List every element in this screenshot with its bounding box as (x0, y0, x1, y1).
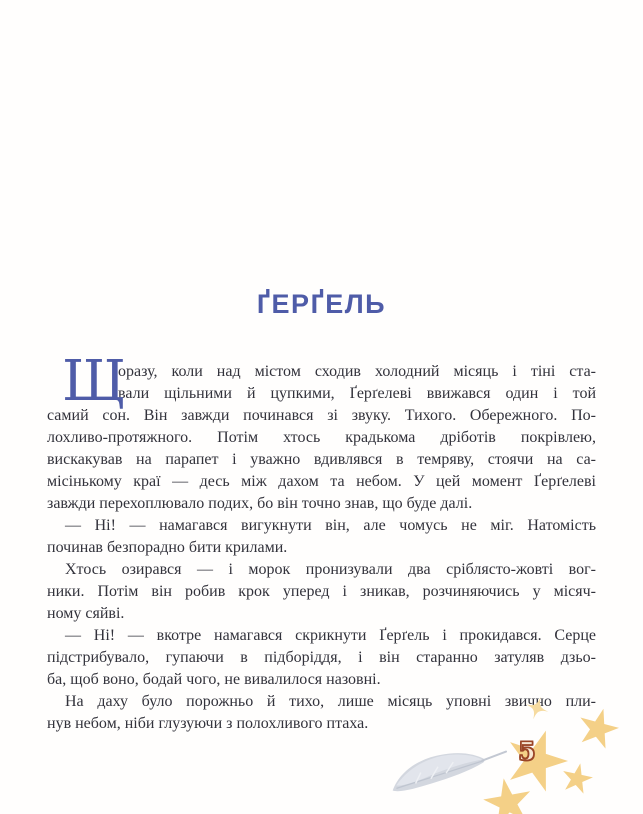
text-line: — Ні! — намагався вигукнути він, але чомусь не міг. Натомість (65, 517, 596, 534)
text-line: На даху було порожньо й тихо, лише місяць уповні звично пли- (65, 693, 596, 710)
paragraph-1 (47, 349, 596, 515)
chapter-title: ҐЕРҐЕЛЬ (256, 289, 387, 319)
text-line: — Ні! — вкотре намагався скрикнути Ґерґель і прокидався. Серце (65, 627, 596, 644)
text-line: лохливо-протяжного. Потім хтось крадькома дріботів покрівлею, (47, 429, 596, 446)
text-line: починав безпорадно бити крилами. (47, 539, 288, 556)
text-line: підстрибувало, гупаючи в підборіддя, і він старанно затуляв дзьо- (47, 649, 596, 666)
text-line: самий сон. Він завжди починався зі звуку. Тихого. Обережного. По- (47, 407, 596, 424)
text-line: ники. Потім він робив крок уперед і зникав, розчиняючись у місяч- (47, 583, 596, 600)
text-line: вали щільними й цупкими, Ґерґелеві ввижався один і той (118, 385, 596, 402)
paragraph-2 (47, 515, 596, 559)
star-icon (558, 760, 596, 798)
star-icon (572, 703, 623, 754)
text-line: оразу, коли над містом сходив холодний місяць і тіні ста- (118, 363, 596, 380)
page-number: 5 (518, 737, 536, 766)
text-line: ному сяйві. (47, 605, 125, 622)
text-line: вискакував на парапет і уважно вдивлявся в темряву, стоячи на са- (47, 451, 596, 468)
text-line: Хтось озирався — і морок пронизували два сріблясто-жовті вог- (65, 561, 596, 578)
text-line: місінькому краї — десь між дахом та небом. У цей момент Ґерґелеві (47, 473, 596, 490)
text-line: завжди перехоплювало подих, бо він точно знав, що буде далі. (47, 495, 473, 512)
text-line: нув небом, ніби глузуючи з полохливого птаха. (47, 715, 369, 732)
text-line: ба, щоб воно, бодай чого, не вивалилося назовні. (47, 671, 381, 688)
star-icon (479, 774, 537, 814)
paragraph-3 (47, 559, 596, 625)
drop-cap: Щ (62, 349, 126, 414)
page-text (47, 349, 596, 735)
paragraph-4 (47, 625, 596, 691)
